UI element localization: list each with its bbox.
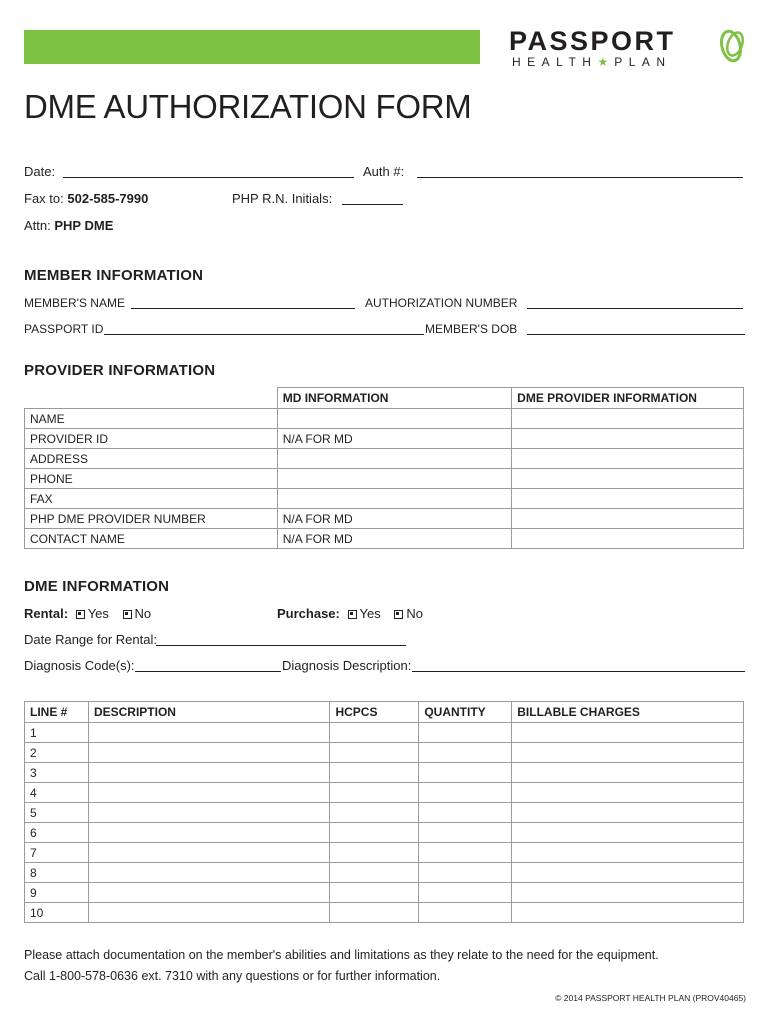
- table-row: [25, 863, 744, 883]
- billable-charges-cell[interactable]: [512, 783, 744, 803]
- member-dob-label: MEMBER'S DOB: [425, 322, 518, 336]
- diagnosis-code-label: Diagnosis Code(s):: [24, 658, 135, 673]
- hcpcs-cell[interactable]: [330, 863, 419, 883]
- rn-initials-field[interactable]: [342, 204, 403, 205]
- attn-row: [24, 218, 113, 233]
- provider-dme-cell[interactable]: [512, 449, 744, 469]
- billable-charges-cell[interactable]: [512, 903, 744, 923]
- passport-id-label: PASSPORT ID: [24, 322, 104, 336]
- authorization-number-field[interactable]: [527, 308, 743, 309]
- description-cell[interactable]: [88, 783, 330, 803]
- authorization-number-label: AUTHORIZATION NUMBER: [365, 296, 518, 310]
- passport-id-field[interactable]: [104, 334, 424, 335]
- provider-row-label: PHP DME PROVIDER NUMBER: [25, 509, 278, 529]
- date-field[interactable]: [63, 177, 354, 178]
- hcpcs-cell[interactable]: [330, 763, 419, 783]
- hcpcs-cell[interactable]: [330, 903, 419, 923]
- fax-label: Fax to:: [24, 191, 64, 206]
- purchase-yes-checkbox[interactable]: [348, 610, 357, 619]
- attn-value: PHP DME: [54, 218, 114, 233]
- description-cell[interactable]: [88, 843, 330, 863]
- hcpcs-cell[interactable]: [330, 783, 419, 803]
- provider-section-heading: PROVIDER INFORMATION: [24, 362, 216, 379]
- md-information-header: MD INFORMATION: [277, 388, 511, 409]
- quantity-cell[interactable]: [419, 743, 512, 763]
- table-row: [25, 783, 744, 803]
- provider-dme-cell[interactable]: [512, 529, 744, 549]
- attn-label: Attn:: [24, 218, 51, 233]
- table-row: [25, 429, 744, 449]
- rental-no-checkbox[interactable]: [123, 610, 132, 619]
- provider-row-label: PHONE: [25, 469, 278, 489]
- rental-yes-label: Yes: [87, 606, 109, 621]
- provider-md-cell: N/A FOR MD: [277, 429, 511, 449]
- quantity-header: QUANTITY: [419, 702, 512, 723]
- billable-charges-cell[interactable]: [512, 743, 744, 763]
- provider-row-label: PROVIDER ID: [25, 429, 278, 449]
- rental-no-label: No: [134, 606, 152, 621]
- table-row: [25, 743, 744, 763]
- provider-md-cell[interactable]: [277, 489, 511, 509]
- auth-field[interactable]: [417, 177, 743, 178]
- rental-row: [24, 606, 151, 621]
- purchase-no-label: No: [406, 606, 423, 621]
- table-row: [25, 469, 744, 489]
- description-cell[interactable]: [88, 763, 330, 783]
- billable-charges-cell[interactable]: [512, 843, 744, 863]
- quantity-cell[interactable]: [419, 823, 512, 843]
- copyright-text: © 2014 PASSPORT HEALTH PLAN (PROV40465): [555, 993, 746, 1003]
- hcpcs-cell[interactable]: [330, 743, 419, 763]
- purchase-row: [277, 606, 423, 621]
- documentation-note: Please attach documentation on the member's abilities and limitations as they relate to the need for the equipment.: [24, 948, 659, 962]
- provider-md-cell[interactable]: [277, 409, 511, 429]
- description-cell[interactable]: [88, 743, 330, 763]
- table-row: [25, 883, 744, 903]
- billable-charges-header: BILLABLE CHARGES: [512, 702, 744, 723]
- hcpcs-cell[interactable]: [330, 883, 419, 903]
- line-number: 8: [25, 863, 89, 883]
- table-row: [25, 449, 744, 469]
- provider-header-blank: [25, 388, 278, 409]
- line-number: 2: [25, 743, 89, 763]
- provider-table-header: [25, 388, 744, 409]
- member-dob-field[interactable]: [527, 334, 745, 335]
- provider-dme-cell[interactable]: [512, 489, 744, 509]
- passport-swirl-icon: [716, 24, 750, 66]
- dme-provider-header: DME PROVIDER INFORMATION: [512, 388, 744, 409]
- line-number: 3: [25, 763, 89, 783]
- description-cell[interactable]: [88, 863, 330, 883]
- provider-md-cell[interactable]: [277, 469, 511, 489]
- member-section-heading: MEMBER INFORMATION: [24, 267, 204, 284]
- quantity-cell[interactable]: [419, 843, 512, 863]
- quantity-cell[interactable]: [419, 863, 512, 883]
- rental-yes-checkbox[interactable]: [76, 610, 85, 619]
- provider-dme-cell[interactable]: [512, 509, 744, 529]
- contact-note: Call 1-800-578-0636 ext. 7310 with any questions or for further information.: [24, 969, 441, 983]
- quantity-cell[interactable]: [419, 803, 512, 823]
- hcpcs-cell[interactable]: [330, 823, 419, 843]
- brand-logo-text: PASSPORT: [509, 26, 676, 56]
- line-number: 7: [25, 843, 89, 863]
- hcpcs-cell[interactable]: [330, 723, 419, 743]
- billable-charges-cell[interactable]: [512, 883, 744, 903]
- line-number-header: LINE #: [25, 702, 89, 723]
- member-name-label: MEMBER'S NAME: [24, 296, 125, 310]
- billable-charges-cell[interactable]: [512, 763, 744, 783]
- fax-row: [24, 191, 148, 206]
- purchase-no-checkbox[interactable]: [394, 610, 403, 619]
- description-cell[interactable]: [88, 823, 330, 843]
- line-items-header: [25, 702, 744, 723]
- provider-row-label: ADDRESS: [25, 449, 278, 469]
- hcpcs-cell[interactable]: [330, 803, 419, 823]
- table-row: [25, 843, 744, 863]
- line-number: 10: [25, 903, 89, 923]
- provider-dme-cell[interactable]: [512, 469, 744, 489]
- description-cell[interactable]: [88, 903, 330, 923]
- provider-dme-cell[interactable]: [512, 409, 744, 429]
- quantity-cell[interactable]: [419, 783, 512, 803]
- line-number: 1: [25, 723, 89, 743]
- brand-logo-subtext: [512, 55, 672, 69]
- table-row: [25, 823, 744, 843]
- table-row: [25, 723, 744, 743]
- billable-charges-cell[interactable]: [512, 823, 744, 843]
- table-row: [25, 489, 744, 509]
- hcpcs-cell[interactable]: [330, 843, 419, 863]
- quantity-cell[interactable]: [419, 883, 512, 903]
- provider-md-cell[interactable]: [277, 449, 511, 469]
- billable-charges-cell[interactable]: [512, 863, 744, 883]
- dme-section-heading: DME INFORMATION: [24, 578, 170, 595]
- brand-sub-left: HEALTH: [512, 55, 598, 69]
- brand-sub-right: PLAN: [614, 55, 672, 69]
- purchase-label: Purchase:: [277, 606, 340, 621]
- date-range-label: Date Range for Rental:: [24, 632, 157, 647]
- rn-initials-label: PHP R.N. Initials:: [232, 191, 333, 206]
- hcpcs-header: HCPCS: [330, 702, 419, 723]
- description-cell[interactable]: [88, 803, 330, 823]
- description-header: DESCRIPTION: [88, 702, 330, 723]
- line-number: 4: [25, 783, 89, 803]
- auth-label: Auth #:: [363, 164, 405, 179]
- date-label: Date:: [24, 164, 56, 179]
- provider-table: [24, 387, 744, 549]
- line-items-table: [24, 701, 744, 923]
- diagnosis-description-label: Diagnosis Description:: [282, 658, 412, 673]
- provider-md-cell: N/A FOR MD: [277, 529, 511, 549]
- table-row: [25, 903, 744, 923]
- description-cell[interactable]: [88, 883, 330, 903]
- provider-dme-cell[interactable]: [512, 429, 744, 449]
- provider-row-label: NAME: [25, 409, 278, 429]
- purchase-yes-label: Yes: [359, 606, 381, 621]
- line-number: 6: [25, 823, 89, 843]
- table-row: [25, 529, 744, 549]
- rental-label: Rental:: [24, 606, 69, 621]
- table-row: [25, 509, 744, 529]
- line-number: 5: [25, 803, 89, 823]
- table-row: [25, 409, 744, 429]
- member-name-field[interactable]: [131, 308, 355, 309]
- table-row: [25, 803, 744, 823]
- diagnosis-code-field[interactable]: [135, 671, 281, 672]
- provider-md-cell: N/A FOR MD: [277, 509, 511, 529]
- billable-charges-cell[interactable]: [512, 803, 744, 823]
- form-title: DME AUTHORIZATION FORM: [24, 88, 472, 125]
- star-icon: ★: [597, 55, 615, 69]
- quantity-cell[interactable]: [419, 763, 512, 783]
- quantity-cell[interactable]: [419, 903, 512, 923]
- line-number: 9: [25, 883, 89, 903]
- provider-row-label: FAX: [25, 489, 278, 509]
- fax-value: 502-585-7990: [67, 191, 149, 206]
- quantity-cell[interactable]: [419, 723, 512, 743]
- provider-row-label: CONTACT NAME: [25, 529, 278, 549]
- date-range-field[interactable]: [156, 645, 406, 646]
- diagnosis-description-field[interactable]: [412, 671, 745, 672]
- billable-charges-cell[interactable]: [512, 723, 744, 743]
- table-row: [25, 763, 744, 783]
- description-cell[interactable]: [88, 723, 330, 743]
- header-green-bar: [24, 30, 480, 64]
